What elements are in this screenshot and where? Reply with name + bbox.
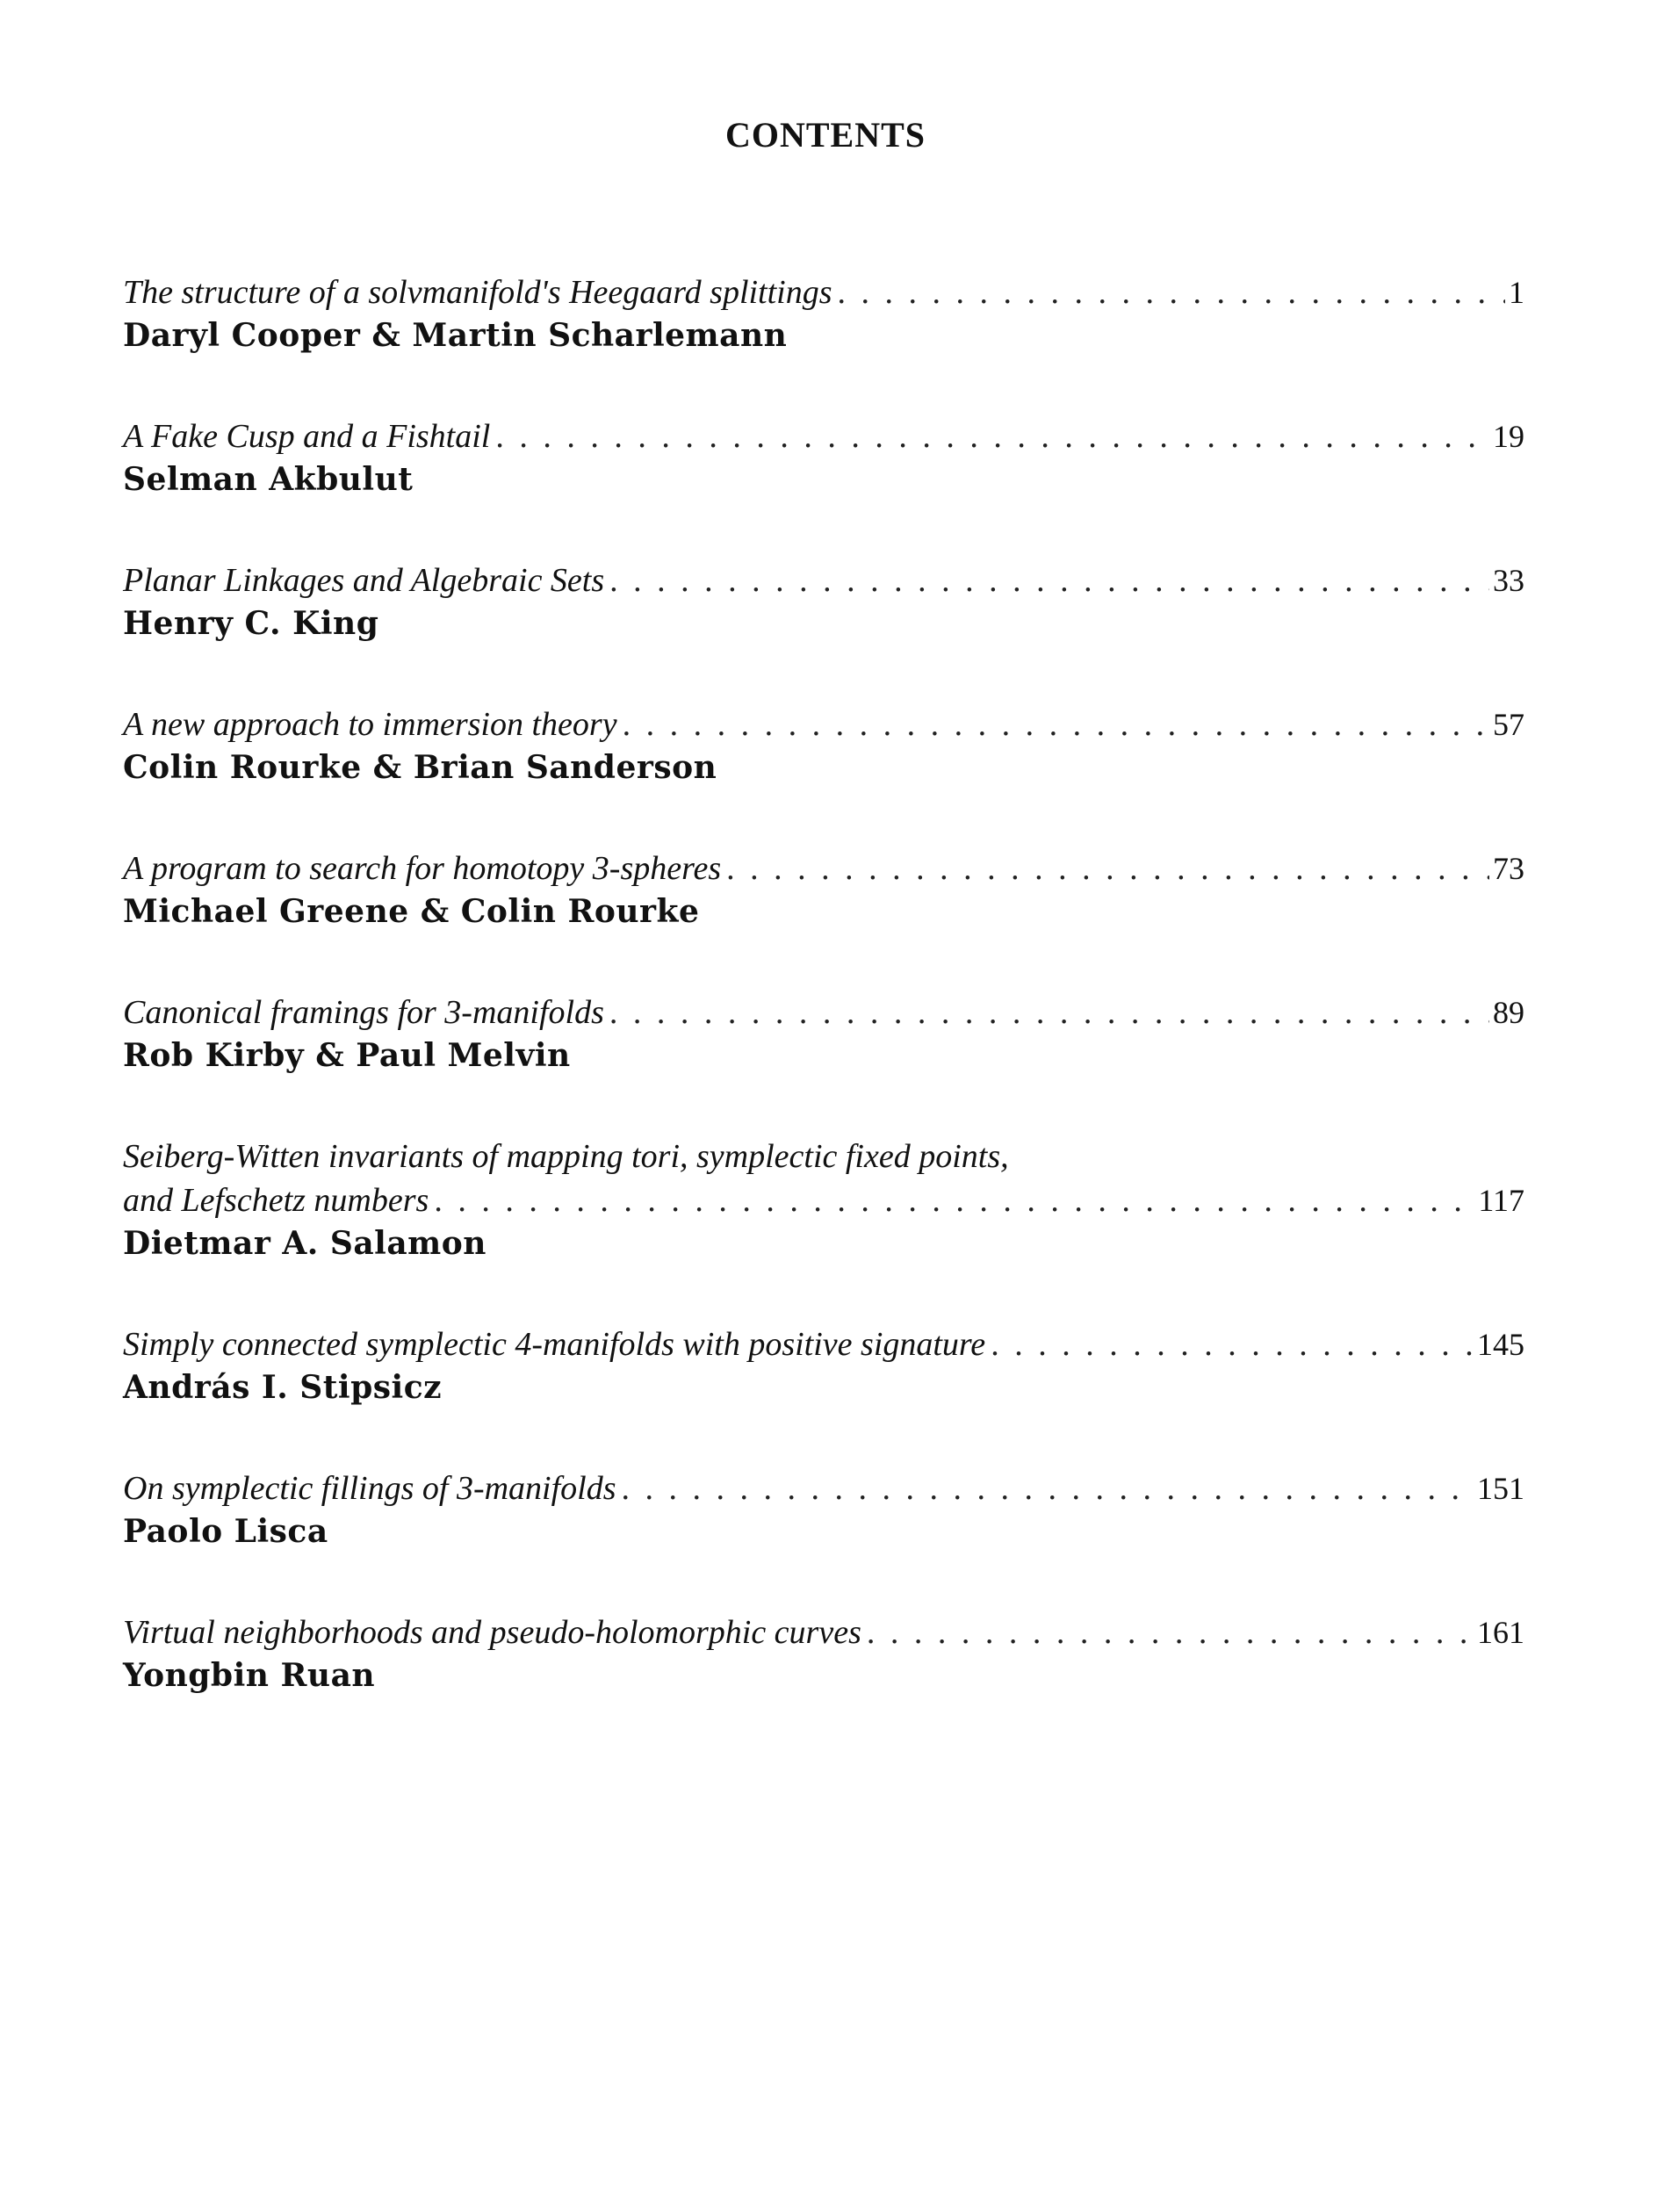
dot-leader bbox=[726, 847, 1489, 890]
page-number: 89 bbox=[1493, 995, 1524, 1030]
toc-title-line[interactable] bbox=[123, 414, 1524, 458]
page-number: 145 bbox=[1477, 1327, 1524, 1362]
dot-leader bbox=[434, 1178, 1474, 1222]
toc-entry bbox=[123, 1135, 1524, 1265]
entry-authors: András I. Stipsicz bbox=[123, 1369, 443, 1406]
toc-entry bbox=[123, 847, 1524, 933]
entry-title: Simply connected symplectic 4-manifolds with positive signature bbox=[123, 1326, 986, 1363]
dot-leader bbox=[609, 991, 1489, 1034]
dot-leader bbox=[991, 1322, 1474, 1366]
dot-leader bbox=[609, 558, 1489, 602]
entry-title-line2: and Lefschetz numbers bbox=[123, 1182, 429, 1219]
page-number: 151 bbox=[1477, 1471, 1524, 1506]
toc-title-line[interactable] bbox=[123, 703, 1524, 746]
toc-entry bbox=[123, 558, 1524, 645]
dot-leader bbox=[838, 270, 1505, 314]
toc-entry bbox=[123, 991, 1524, 1077]
dot-leader bbox=[495, 414, 1489, 458]
table-of-contents bbox=[123, 270, 1524, 1754]
page-number: 73 bbox=[1493, 851, 1524, 886]
entry-authors: Rob Kirby & Paul Melvin bbox=[123, 1037, 571, 1074]
entry-authors: Paolo Lisca bbox=[123, 1513, 328, 1550]
entry-title: A new approach to immersion theory bbox=[123, 706, 617, 743]
toc-entry bbox=[123, 703, 1524, 789]
entry-title: Virtual neighborhoods and pseudo-holomorphic curves bbox=[123, 1614, 861, 1651]
toc-entry bbox=[123, 1610, 1524, 1697]
page-number: 33 bbox=[1493, 563, 1524, 598]
page-number: 117 bbox=[1478, 1183, 1524, 1218]
toc-title-line[interactable] bbox=[123, 270, 1524, 314]
page-title: CONTENTS bbox=[724, 115, 926, 155]
entry-authors: Daryl Cooper & Martin Scharlemann bbox=[123, 317, 788, 354]
entry-title: The structure of a solvmanifold's Heegaard splittings bbox=[123, 274, 832, 311]
page-number: 1 bbox=[1509, 275, 1524, 310]
entry-title-line1: Seiberg-Witten invariants of mapping tori, symplectic fixed points, bbox=[123, 1138, 1009, 1175]
dot-leader bbox=[622, 1466, 1474, 1510]
entry-authors: Henry C. King bbox=[123, 605, 379, 642]
toc-title-line[interactable] bbox=[123, 558, 1524, 602]
toc-title-line[interactable] bbox=[123, 1178, 1524, 1222]
entry-title: A program to search for homotopy 3-spheres bbox=[123, 850, 722, 887]
entry-title: Planar Linkages and Algebraic Sets bbox=[123, 562, 605, 599]
entry-title: A Fake Cusp and a Fishtail bbox=[123, 418, 491, 455]
toc-entry bbox=[123, 1322, 1524, 1409]
page-number: 19 bbox=[1493, 419, 1524, 454]
dot-leader bbox=[623, 703, 1489, 746]
entry-authors: Colin Rourke & Brian Sanderson bbox=[123, 749, 717, 786]
entry-authors: Michael Greene & Colin Rourke bbox=[123, 893, 700, 930]
entry-title: On symplectic fillings of 3-manifolds bbox=[123, 1470, 616, 1507]
entry-authors: Selman Akbulut bbox=[123, 461, 414, 498]
entry-title: Canonical framings for 3-manifolds bbox=[123, 994, 604, 1031]
toc-title-line[interactable] bbox=[123, 1610, 1524, 1654]
toc-entry bbox=[123, 1466, 1524, 1553]
toc-title-line[interactable] bbox=[123, 1322, 1524, 1366]
entry-authors: Dietmar A. Salamon bbox=[123, 1225, 486, 1262]
page-number: 57 bbox=[1493, 707, 1524, 742]
entry-authors: Yongbin Ruan bbox=[123, 1657, 376, 1694]
toc-entry bbox=[123, 414, 1524, 501]
toc-title-line[interactable] bbox=[123, 1466, 1524, 1510]
toc-title-line[interactable] bbox=[123, 847, 1524, 890]
page-number: 161 bbox=[1477, 1615, 1524, 1650]
toc-entry bbox=[123, 270, 1524, 357]
toc-title-line[interactable] bbox=[123, 1135, 1524, 1178]
toc-title-line[interactable] bbox=[123, 991, 1524, 1034]
dot-leader bbox=[867, 1610, 1474, 1654]
